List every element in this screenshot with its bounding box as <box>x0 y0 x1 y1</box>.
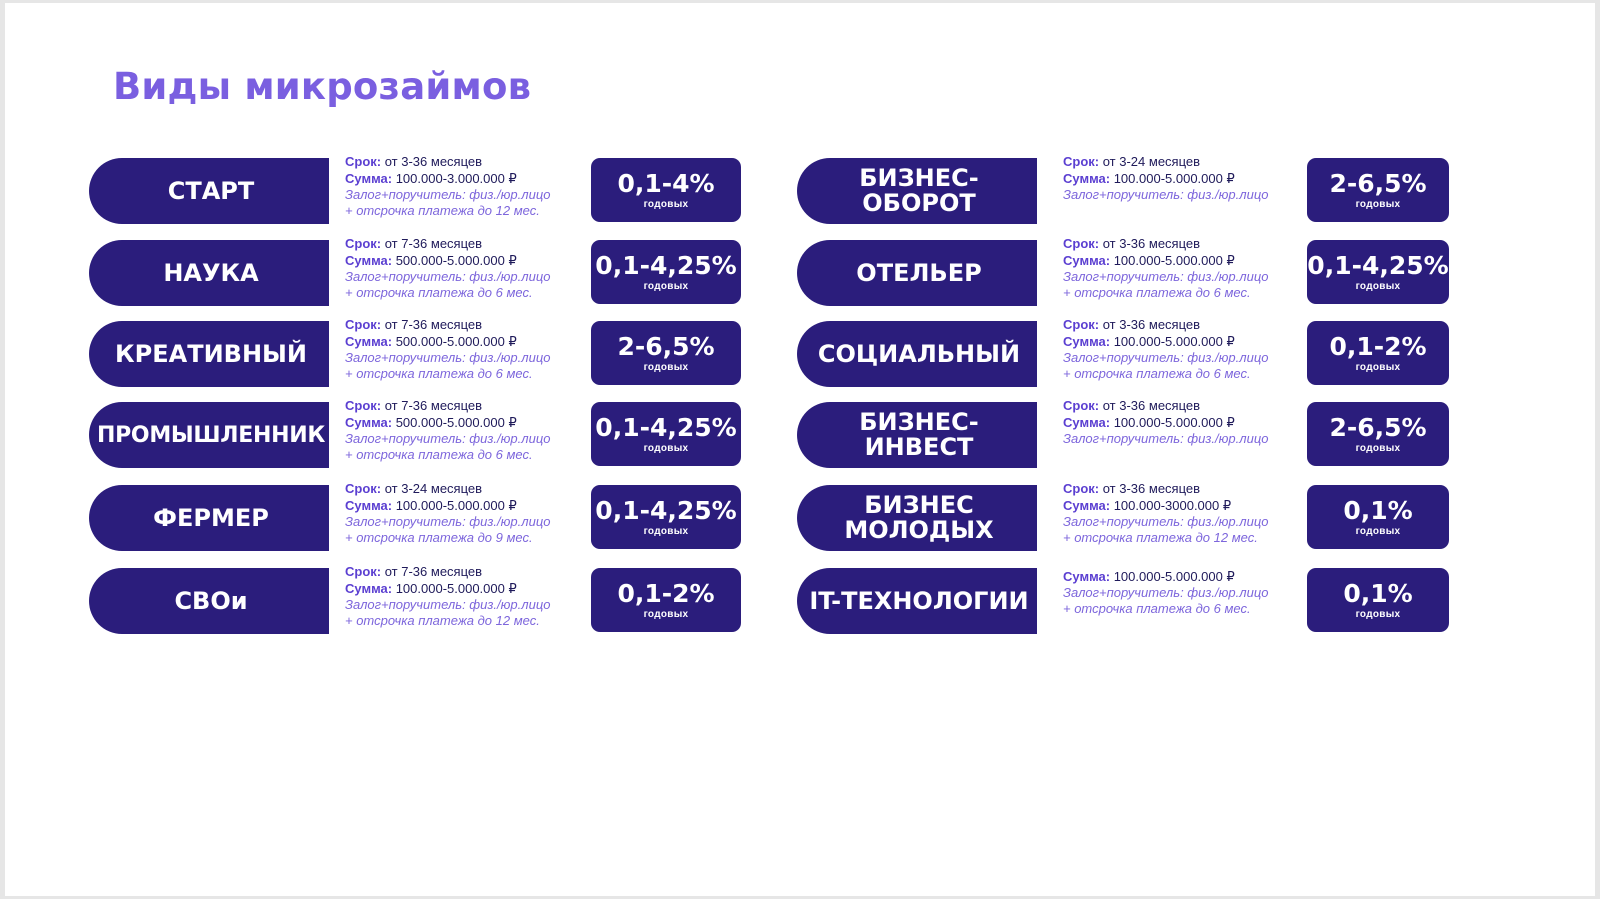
rate-unit: годовых <box>1355 199 1401 210</box>
amount-line: Сумма: 100.000-5.000.000 ₽ <box>345 498 517 513</box>
deferral-note: + отсрочка платежа до 6 мес. <box>345 285 533 300</box>
loan-info <box>345 316 583 382</box>
rate-badge <box>591 158 741 222</box>
loan-info <box>1063 235 1301 301</box>
term-line: Срок: от 7-36 месяцев <box>345 236 483 251</box>
term-line: Срок: от 7-36 месяцев <box>345 398 483 413</box>
amount-line: Сумма: 100.000-5.000.000 ₽ <box>1063 415 1235 430</box>
rate-value: 2-6,5% <box>1329 413 1427 442</box>
rate-unit: годовых <box>643 281 689 292</box>
collateral-note: Залог+поручитель: физ./юр.лицо <box>345 187 551 202</box>
loan-name: БИЗНЕС-ОБОРОТ <box>797 158 1037 224</box>
rate-value: 0,1-4,25% <box>595 413 737 442</box>
rate-value: 0,1% <box>1343 496 1413 525</box>
collateral-note: Залог+поручитель: физ./юр.лицо <box>1063 585 1269 600</box>
term-line: Срок: от 3-36 месяцев <box>1063 236 1201 251</box>
deferral-note: + отсрочка платежа до 6 мес. <box>345 447 533 462</box>
loan-name: КРЕАТИВНЫЙ <box>89 321 329 387</box>
collateral-note: Залог+поручитель: физ./юр.лицо <box>1063 269 1269 284</box>
rate-value: 0,1-4% <box>617 169 715 198</box>
rate-value: 0,1-2% <box>1329 332 1427 361</box>
loan-info <box>1063 397 1301 447</box>
loan-name: ОТЕЛЬЕР <box>797 240 1037 306</box>
loan-name: IT-ТЕХНОЛОГИИ <box>797 568 1037 634</box>
amount-line: Сумма: 100.000-5.000.000 ₽ <box>1063 253 1235 268</box>
rate-badge <box>591 240 741 304</box>
deferral-note: + отсрочка платежа до 6 мес. <box>1063 601 1251 616</box>
deferral-note: + отсрочка платежа до 12 мес. <box>1063 530 1258 545</box>
rate-badge <box>1307 158 1449 222</box>
deferral-note: + отсрочка платежа до 12 мес. <box>345 203 540 218</box>
loan-name: НАУКА <box>89 240 329 306</box>
term-line: Срок: от 7-36 месяцев <box>345 317 483 332</box>
deferral-note: + отсрочка платежа до 12 мес. <box>345 613 540 628</box>
rate-badge <box>591 321 741 385</box>
term-line: Срок: от 3-24 месяцев <box>1063 154 1201 169</box>
loan-name: ПРОМЫШЛЕННИК <box>89 402 329 468</box>
rate-value: 2-6,5% <box>1329 169 1427 198</box>
amount-line: Сумма: 500.000-5.000.000 ₽ <box>345 253 517 268</box>
deferral-note: + отсрочка платежа до 9 мес. <box>345 530 533 545</box>
rate-unit: годовых <box>1355 281 1401 292</box>
loan-info <box>345 563 583 629</box>
loan-name: СОЦИАЛЬНЫЙ <box>797 321 1037 387</box>
page-title: Виды микрозаймов <box>113 65 532 108</box>
rate-unit: годовых <box>643 362 689 373</box>
amount-line: Сумма: 100.000-5.000.000 ₽ <box>345 581 517 596</box>
term-line: Срок: от 3-36 месяцев <box>1063 317 1201 332</box>
amount-line: Сумма: 100.000-3000.000 ₽ <box>1063 498 1232 513</box>
collateral-note: Залог+поручитель: физ./юр.лицо <box>345 350 551 365</box>
amount-line: Сумма: 500.000-5.000.000 ₽ <box>345 334 517 349</box>
collateral-note: Залог+поручитель: физ./юр.лицо <box>1063 514 1269 529</box>
rate-unit: годовых <box>643 609 689 620</box>
slide <box>5 3 1595 896</box>
amount-line: Сумма: 500.000-5.000.000 ₽ <box>345 415 517 430</box>
rate-badge <box>1307 240 1449 304</box>
loan-info <box>345 480 583 546</box>
collateral-note: Залог+поручитель: физ./юр.лицо <box>345 597 551 612</box>
amount-line: Сумма: 100.000-5.000.000 ₽ <box>1063 171 1235 186</box>
term-line: Срок: от 3-36 месяцев <box>1063 398 1201 413</box>
loan-info <box>1063 568 1301 617</box>
collateral-note: Залог+поручитель: физ./юр.лицо <box>1063 187 1269 202</box>
loan-name: БИЗНЕС-ИНВЕСТ <box>797 402 1037 468</box>
collateral-note: Залог+поручитель: физ./юр.лицо <box>1063 350 1269 365</box>
rate-value: 2-6,5% <box>617 332 715 361</box>
deferral-note: + отсрочка платежа до 6 мес. <box>1063 366 1251 381</box>
rate-value: 0,1% <box>1343 579 1413 608</box>
rate-value: 0,1-4,25% <box>1307 251 1449 280</box>
collateral-note: Залог+поручитель: физ./юр.лицо <box>345 431 551 446</box>
loan-name: БИЗНЕС МОЛОДЫХ <box>797 485 1037 551</box>
rate-unit: годовых <box>1355 443 1401 454</box>
rate-badge <box>1307 402 1449 466</box>
rate-value: 0,1-4,25% <box>595 251 737 280</box>
term-line: Срок: от 3-24 месяцев <box>345 481 483 496</box>
rate-value: 0,1-4,25% <box>595 496 737 525</box>
rate-unit: годовых <box>1355 526 1401 537</box>
loan-info <box>345 235 583 301</box>
loan-info <box>345 397 583 463</box>
loan-info <box>1063 316 1301 382</box>
rate-unit: годовых <box>1355 609 1401 620</box>
rate-badge <box>591 568 741 632</box>
amount-line: Сумма: 100.000-5.000.000 ₽ <box>1063 569 1235 584</box>
collateral-note: Залог+поручитель: физ./юр.лицо <box>345 514 551 529</box>
rate-badge <box>591 402 741 466</box>
rate-badge <box>591 485 741 549</box>
rate-unit: годовых <box>643 526 689 537</box>
collateral-note: Залог+поручитель: физ./юр.лицо <box>345 269 551 284</box>
term-line: Срок: от 7-36 месяцев <box>345 564 483 579</box>
loan-name: СВОи <box>89 568 329 634</box>
rate-unit: годовых <box>643 443 689 454</box>
loan-info <box>345 153 583 219</box>
loan-info <box>1063 480 1301 546</box>
rate-badge <box>1307 321 1449 385</box>
amount-line: Сумма: 100.000-5.000.000 ₽ <box>1063 334 1235 349</box>
amount-line: Сумма: 100.000-3.000.000 ₽ <box>345 171 517 186</box>
loan-name: ФЕРМЕР <box>89 485 329 551</box>
rate-unit: годовых <box>643 199 689 210</box>
deferral-note: + отсрочка платежа до 6 мес. <box>345 366 533 381</box>
term-line: Срок: от 3-36 месяцев <box>345 154 483 169</box>
loan-info <box>1063 153 1301 203</box>
rate-badge <box>1307 568 1449 632</box>
rate-badge <box>1307 485 1449 549</box>
rate-value: 0,1-2% <box>617 579 715 608</box>
rate-unit: годовых <box>1355 362 1401 373</box>
term-line: Срок: от 3-36 месяцев <box>1063 481 1201 496</box>
deferral-note: + отсрочка платежа до 6 мес. <box>1063 285 1251 300</box>
loan-name: СТАРТ <box>89 158 329 224</box>
collateral-note: Залог+поручитель: физ./юр.лицо <box>1063 431 1269 446</box>
